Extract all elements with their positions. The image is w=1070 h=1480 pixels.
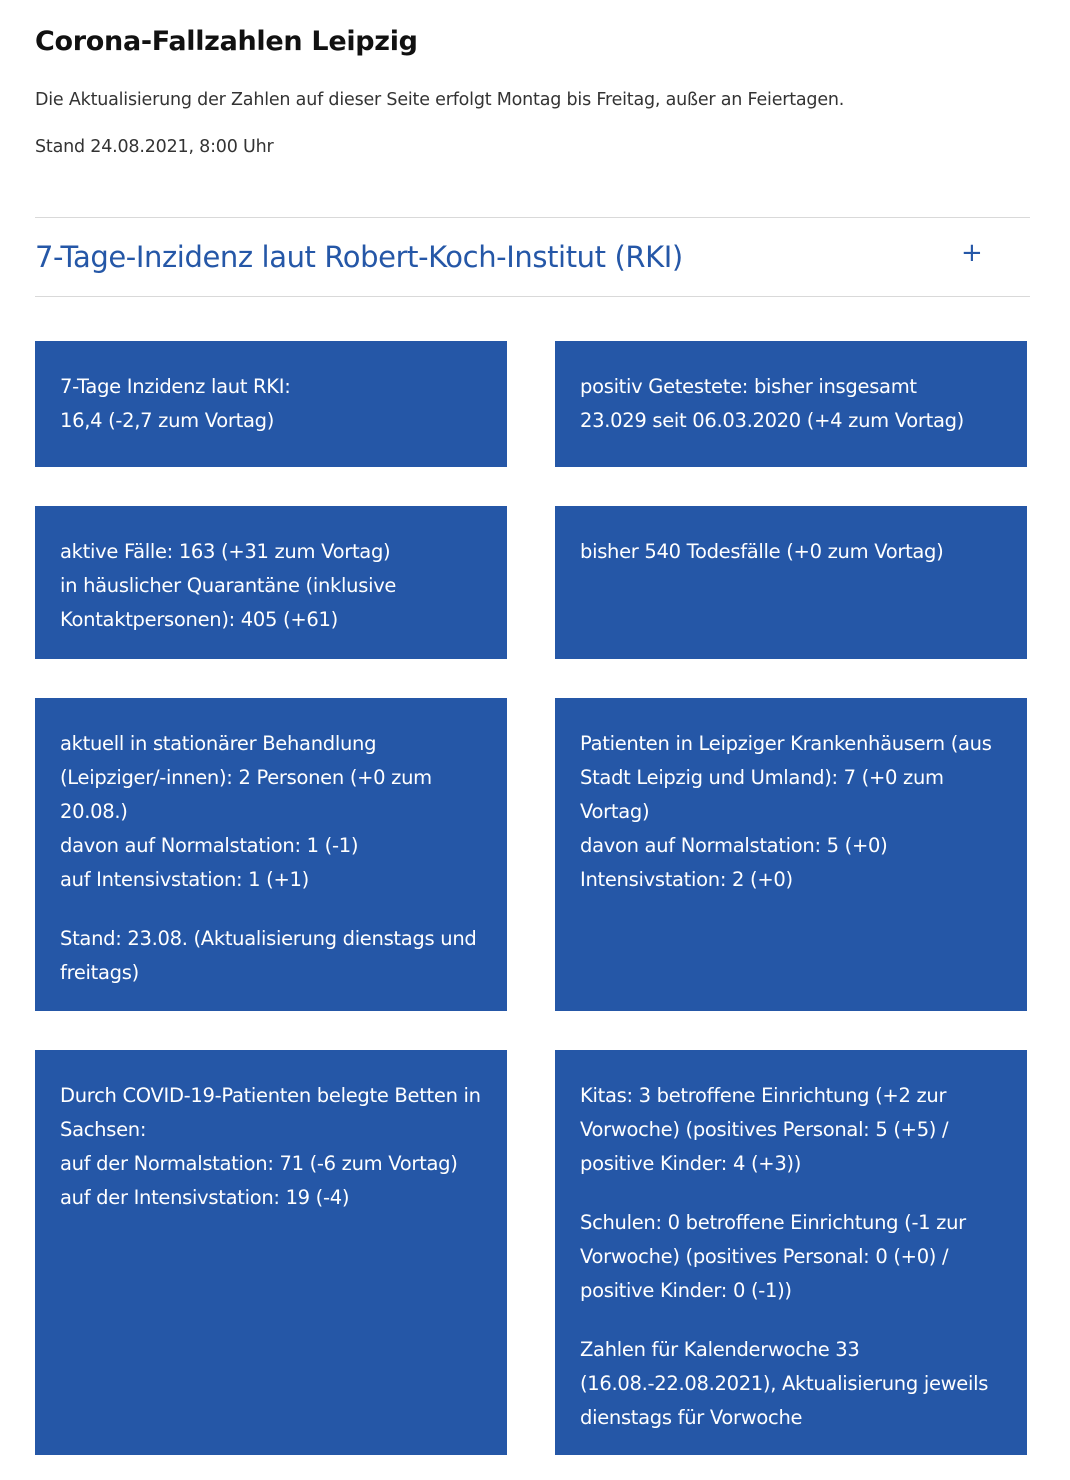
- tile-saxony-beds: [35, 1050, 507, 1455]
- hospital-normal-ward-text: davon auf Normalstation: 5 (+0): [580, 834, 888, 857]
- hospital-patients-text: Patienten in Leipziger Krankenhäusern (aus Stadt Leipzig und Umland): 7 (+0 zum Vortag): [580, 732, 992, 823]
- inpatient-normal-ward-text: davon auf Normalstation: 1 (-1): [60, 834, 359, 857]
- accordion-title[interactable]: 7-Tage-Inzidenz laut Robert-Koch-Institut (RKI): [35, 240, 683, 274]
- tile-text: [580, 727, 1005, 897]
- update-info-text: Die Aktualisierung der Zahlen auf dieser Seite erfolgt Montag bis Freitag, außer an Feiertagen.: [35, 90, 845, 110]
- daycare-text: Kitas: 3 betroffene Einrichtung (+2 zur Vorwoche) (positives Personal: 5 (+5) / positive Kinder: 4 (+3)): [580, 1084, 949, 1175]
- tile-inpatient-treatment: [35, 698, 507, 1011]
- tile-text: [60, 727, 485, 897]
- tile-daycare-schools: [555, 1050, 1027, 1455]
- active-cases-text: aktive Fälle: 163 (+31 zum Vortag): [60, 540, 391, 563]
- deaths-text: bisher 540 Todesfälle (+0 zum Vortag): [580, 540, 944, 563]
- tile-leipzig-hospitals: [555, 698, 1027, 1011]
- tile-incidence: [35, 341, 507, 467]
- tile-text: [60, 1079, 485, 1215]
- positive-tested-label: positiv Getestete: bisher insgesamt: [580, 375, 917, 398]
- tile-text: [60, 370, 485, 438]
- saxony-beds-label: Durch COVID-19-Patienten belegte Betten in Sachsen:: [60, 1084, 481, 1141]
- tile-positive-tested: [555, 341, 1027, 467]
- tile-deaths: [555, 506, 1027, 659]
- calendar-week-note: Zahlen für Kalenderwoche 33 (16.08.-22.08.2021), Aktualisierung jeweils dienstags für Vorwoche: [580, 1338, 989, 1429]
- page-title: Corona-Fallzahlen Leipzig: [35, 26, 418, 57]
- quarantine-text: in häuslicher Quarantäne (inklusive Kontaktpersonen): 405 (+61): [60, 574, 397, 631]
- plus-icon[interactable]: +: [961, 238, 983, 268]
- incidence-value: 16,4 (-2,7 zum Vortag): [60, 409, 275, 432]
- tile-text: [60, 535, 485, 637]
- tile-text: [580, 370, 1005, 438]
- rki-incidence-accordion[interactable]: [35, 217, 1030, 297]
- inpatient-update-note: Stand: 23.08. (Aktualisierung dienstags und freitags): [60, 927, 477, 984]
- inpatient-total-text: aktuell in stationärer Behandlung (Leipziger/-innen): 2 Personen (+0 zum 20.08.): [60, 732, 432, 823]
- positive-tested-value: 23.029 seit 06.03.2020 (+4 zum Vortag): [580, 409, 964, 432]
- hospital-icu-text: Intensivstation: 2 (+0): [580, 868, 793, 891]
- inpatient-icu-text: auf Intensivstation: 1 (+1): [60, 868, 309, 891]
- schools-text: Schulen: 0 betroffene Einrichtung (-1 zur Vorwoche) (positives Personal: 0 (+0) / positive Kinder: 0 (-1)): [580, 1211, 966, 1302]
- saxony-normal-ward-text: auf der Normalstation: 71 (-6 zum Vortag): [60, 1152, 458, 1175]
- saxony-icu-text: auf der Intensivstation: 19 (-4): [60, 1186, 350, 1209]
- incidence-label: 7-Tage Inzidenz laut RKI:: [60, 375, 291, 398]
- tile-text: [580, 535, 1005, 569]
- timestamp-text: Stand 24.08.2021, 8:00 Uhr: [35, 137, 274, 157]
- tile-active-cases: [35, 506, 507, 659]
